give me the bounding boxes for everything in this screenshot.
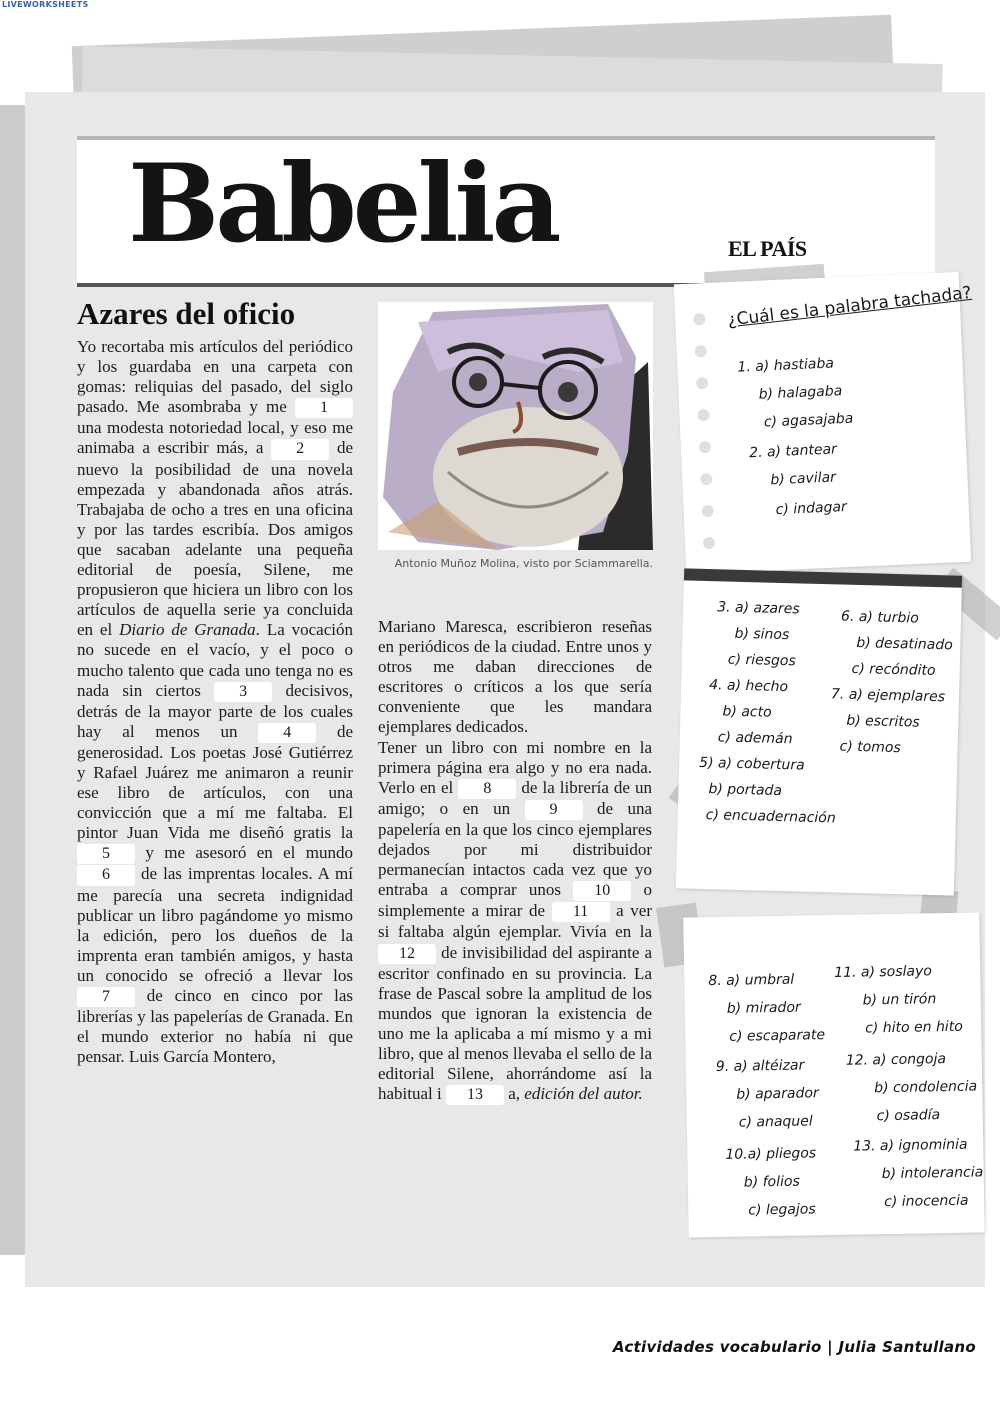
option-text: b) folios xyxy=(743,1173,800,1191)
option-text: 13. a) ignominia xyxy=(853,1136,968,1155)
option-text: 8. a) umbral xyxy=(708,971,795,990)
footer-credit: Actividades vocabulario | Julia Santullano xyxy=(612,1338,976,1356)
article-text: de invisibilidad del aspirante a escritor confinado en su provincia. La frase de Pascal sobre la amplitud de los mundos que ignoran la existencia de uno me la aplicaba a mí mismo y a mi libro, que al menos llevaba el sello de la editorial Silene, ahorrándome así la habitual i xyxy=(378,942,653,1104)
option-text: b) escritos xyxy=(846,712,920,731)
article-text: una modesta notoriedad local, y eso me animaba a escribir más, a xyxy=(77,418,353,458)
article-text: edición del autor. xyxy=(524,1084,643,1104)
option-text: c) hito en hito xyxy=(865,1018,963,1037)
option-text: b) sinos xyxy=(734,625,790,644)
answer-blank-1[interactable]: 1 xyxy=(295,398,353,418)
portrait-caption: Antonio Muñoz Molina, visto por Sciammarella. xyxy=(394,557,653,570)
option-text: b) portada xyxy=(708,781,783,800)
quiz-card-3 xyxy=(683,912,985,1237)
article-headline: Azares del oficio xyxy=(77,296,296,331)
masthead-title: Babelia xyxy=(128,141,558,267)
option-text: b) halagaba xyxy=(758,383,843,403)
option-text: 2. a) tantear xyxy=(748,441,838,462)
quiz-title: ¿Cuál es la palabra tachada? xyxy=(726,282,973,331)
article-text: de las imprentas locales. A mí me parecía una secreta indignidad publicar un libro pagándome yo mismo la edición, pero los dueños de la imprenta eran también amigos, y hasta un conocido se ofreció a llevar los xyxy=(77,864,354,985)
portrait-drawing xyxy=(378,302,653,550)
answer-blank-2[interactable]: 2 xyxy=(271,439,329,459)
article-text: de la librería de un amigo; o en un xyxy=(378,777,653,818)
option-text: 1. a) hastiaba xyxy=(737,355,835,376)
option-text: c) osadía xyxy=(876,1107,941,1125)
option-text: b) desatinado xyxy=(856,634,953,654)
option-text: 9. a) altéizar xyxy=(715,1057,805,1076)
option-text: c) riesgos xyxy=(727,651,796,670)
answer-blank-5[interactable]: 5 xyxy=(77,844,135,864)
quiz-card-1 xyxy=(674,272,971,574)
answer-blank-11[interactable]: 11 xyxy=(552,902,610,922)
option-text: c) tomos xyxy=(839,738,901,757)
option-text: b) acto xyxy=(722,703,772,721)
article-text: de generosidad. Los poetas José Gutiérrez y Rafael Juárez me animaron a reunir ese libro de artículos, con una convicción que a mí me faltaba. El pintor Juan Vida me diseñó gratis la xyxy=(77,721,353,843)
option-text: c) legajos xyxy=(748,1201,816,1219)
option-text: 4. a) hecho xyxy=(708,677,789,696)
option-text: b) un tirón xyxy=(862,991,937,1009)
option-text: 3. a) azares xyxy=(717,599,800,618)
option-text: c) anaquel xyxy=(738,1113,813,1131)
answer-blank-12[interactable]: 12 xyxy=(378,944,436,964)
portrait-illustration xyxy=(378,302,653,550)
answer-blank-4[interactable]: 4 xyxy=(258,723,316,743)
option-text: c) encuadernación xyxy=(705,807,836,827)
article-text: Mariano Maresca, escribieron reseñas en periódicos de la ciudad. Entre unos y otros me daban direcciones de escritores o críticos a los que sería conveniente que les mandara ejemplares dedicados. xyxy=(378,617,652,737)
newspaper-name: EL PAÍS xyxy=(728,236,807,261)
option-text: b) cavilar xyxy=(770,469,837,489)
answer-blank-9[interactable]: 9 xyxy=(525,800,583,820)
option-text: b) condolencia xyxy=(874,1078,978,1097)
article-text: Tener un libro con mi nombre en la primera página era algo y no era nada. Verlo en el xyxy=(378,737,652,797)
article-text: y me asesoró en el mundo xyxy=(145,843,353,863)
answer-blank-10[interactable]: 10 xyxy=(573,881,631,901)
option-text: c) escaparate xyxy=(729,1027,826,1045)
article-text: de nuevo la posibilidad de una novela empezada y abandonada años atrás. Trabajaba de ocho a tres en una oficina y por las tardes escribía. Dos amigos que sacaban adelante una pequeña editorial de poesía, Silene, me propusieron que hiciera un libro con los artículos de aquella serie ya concluida en el xyxy=(77,438,353,640)
option-text: c) inocencia xyxy=(884,1192,969,1211)
site-watermark: LIVEWORKSHEETS xyxy=(2,0,89,9)
article-text: . La vocación no sucede en el vacío, y el poco o mucho talento que cada uno tenga no es nada sin ciertos xyxy=(77,620,353,700)
quiz-card-2 xyxy=(676,568,962,895)
option-text: 7. a) ejemplares xyxy=(830,686,946,706)
article-column-2 xyxy=(378,617,652,1105)
option-text: 11. a) soslayo xyxy=(834,963,933,981)
option-text: 10.a) pliegos xyxy=(725,1145,817,1163)
paragraph xyxy=(378,738,652,1106)
article-text: Yo recortaba mis artículos del periódico y los guardaba en una carpeta con gomas: reliquias del pasado, del siglo pasado. Me asombraba y me xyxy=(77,337,353,417)
option-text: 5) a) cobertura xyxy=(698,754,805,774)
article-text: de una papelería en la que los cinco ejemplares dejados por mi distribuidor permanecían intactos cada vez que yo entraba a comprar unos xyxy=(378,798,653,900)
option-text: c) recóndito xyxy=(851,660,936,680)
article-column-1 xyxy=(77,337,353,1067)
article-text: o simplemente a mirar de xyxy=(378,880,652,921)
answer-blank-8[interactable]: 8 xyxy=(458,779,516,799)
paragraph xyxy=(378,617,652,738)
answer-blank-3[interactable]: 3 xyxy=(214,682,272,702)
option-text: 12. a) congoja xyxy=(845,1051,947,1069)
option-text: 6. a) turbio xyxy=(840,608,919,627)
option-text: c) ademán xyxy=(717,729,793,748)
option-text: b) mirador xyxy=(726,999,801,1017)
option-text: b) aparador xyxy=(736,1085,819,1103)
newspaper-reference: Diario de Granada xyxy=(119,620,256,640)
article-text: a ver si faltaba algún ejemplar. Vivía en la xyxy=(378,901,652,942)
article-text: de cinco en cinco por las librerías y las papelerías de Granada. En el mundo exterior no había ni que pensar. Luis García Montero, xyxy=(77,986,354,1067)
article-text: decisivos, detrás de la mayor parte de los cuales hay al menos un xyxy=(77,680,354,741)
answer-blank-13[interactable]: 13 xyxy=(446,1085,504,1105)
answer-blank-7[interactable]: 7 xyxy=(77,987,135,1007)
answer-blank-6[interactable]: 6 xyxy=(77,865,135,885)
option-text: c) agasajaba xyxy=(763,410,854,431)
option-text: b) intolerancia xyxy=(881,1164,984,1183)
option-text: c) indagar xyxy=(775,499,848,519)
article-text: a, xyxy=(508,1084,521,1104)
